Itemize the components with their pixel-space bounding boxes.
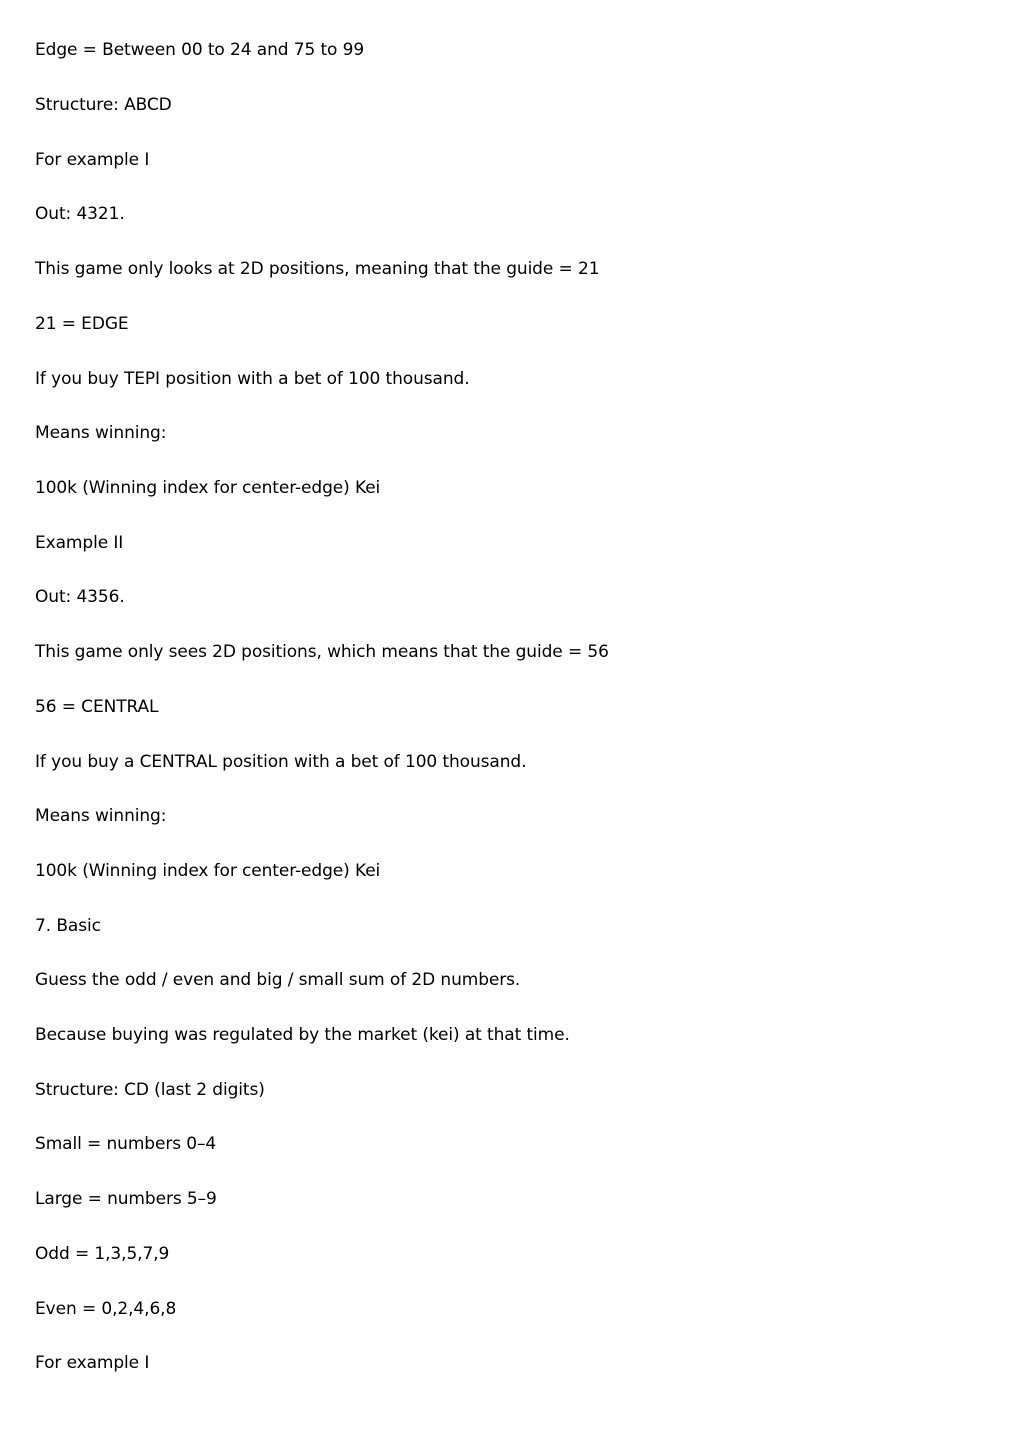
text-line: 100k (Winning index for center-edge) Kei [35,478,381,498]
text-line: 56 = CENTRAL [35,697,159,717]
text-line: 21 = EDGE [35,314,129,334]
text-line: Structure: CD (last 2 digits) [35,1080,265,1100]
text-line: Large = numbers 5–9 [35,1189,217,1209]
text-line: Guess the odd / even and big / small sum of 2D numbers. [35,970,521,990]
text-line: This game only looks at 2D positions, meaning that the guide = 21 [35,259,600,279]
text-line: Even = 0,2,4,6,8 [35,1299,177,1319]
text-line: Edge = Between 00 to 24 and 75 to 99 [35,40,365,60]
text-line: Small = numbers 0–4 [35,1134,217,1154]
text-line: 100k (Winning index for center-edge) Kei [35,861,381,881]
text-line: If you buy a CENTRAL position with a bet of 100 thousand. [35,752,527,772]
text-line: Because buying was regulated by the market (kei) at that time. [35,1025,570,1045]
section-heading: 7. Basic [35,916,101,936]
text-line: Means winning: [35,423,167,443]
text-line: Means winning: [35,806,167,826]
text-line: For example I [35,1353,150,1373]
text-line: Example II [35,533,124,553]
text-line: If you buy TEPI position with a bet of 100 thousand. [35,369,470,389]
text-line: This game only sees 2D positions, which means that the guide = 56 [35,642,609,662]
text-line: Out: 4321. [35,204,125,224]
text-line: Odd = 1,3,5,7,9 [35,1244,170,1264]
text-line: Out: 4356. [35,587,125,607]
text-line: Structure: ABCD [35,95,172,115]
text-line: For example I [35,150,150,170]
